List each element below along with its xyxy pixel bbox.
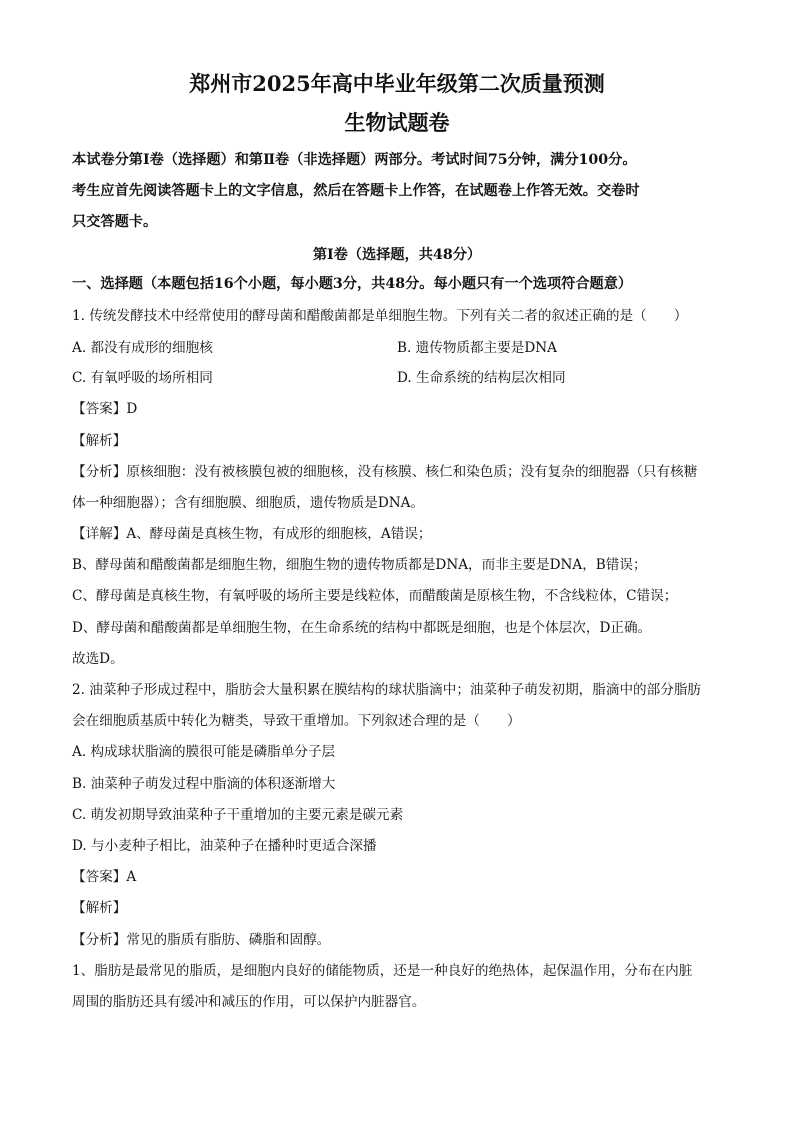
q1-answer: 【答案】D — [72, 401, 138, 417]
section-title: 第Ⅰ卷（选择题，共48分） — [312, 247, 482, 263]
q1-conclusion: 故选D。 — [72, 651, 124, 667]
q1-fenxi-line-2: 体一种细胞器）；含有细胞膜、细胞质，遗传物质是DNA。 — [72, 495, 425, 511]
instruction-line-1: 本试卷分第Ⅰ卷（选择题）和第Ⅱ卷（非选择题）两部分。考试时间75分钟，满分100分。 — [72, 152, 637, 168]
q1-xiangjie-line-4: D、酵母菌和醋酸菌都是单细胞生物，在生命系统的结构中都既是细胞，也是个体层次，D正确。 — [72, 620, 652, 636]
q2-option-b: B. 油菜种子萌发过程中脂滴的体积逐渐增大 — [72, 776, 336, 792]
q2-analysis-label: 【解析】 — [72, 900, 127, 916]
q1-xiangjie-line-2: B、酵母菌和醋酸菌都是细胞生物，细胞生物的遗传物质都是DNA，而非主要是DNA，B错误； — [72, 557, 647, 573]
q2-option-c: C. 萌发初期导致油菜种子干重增加的主要元素是碳元素 — [72, 807, 404, 823]
q2-stem-line-1: 2. 油菜种子形成过程中，脂肪会大量积累在膜结构的球状脂滴中；油菜种子萌发初期，脂滴中的部分脂肪 — [72, 682, 702, 698]
q1-analysis-label: 【解析】 — [72, 433, 127, 449]
q2-point-line-2: 周围的脂肪还具有缓冲和减压的作用，可以保护内脏器官。 — [72, 994, 426, 1010]
q2-answer: 【答案】A — [72, 869, 137, 885]
q2-stem-line-2: 会在细胞质基质中转化为糖类，导致干重增加。下列叙述合理的是（ ） — [72, 713, 521, 729]
q1-xiangjie-line-1: 【详解】A、酵母菌是真核生物，有成形的细胞核，A错误； — [72, 526, 432, 542]
q1-option-d: D. 生命系统的结构层次相同 — [397, 370, 566, 386]
instruction-line-2: 考生应首先阅读答题卡上的文字信息，然后在答题卡上作答，在试题卷上作答无效。交卷时 — [72, 183, 640, 199]
section-heading: 一、选择题（本题包括16个小题，每小题3分，共48分。每小题只有一个选项符合题意） — [72, 276, 633, 292]
q2-option-d: D. 与小麦种子相比，油菜种子在播种时更适合深播 — [72, 838, 377, 854]
exam-subtitle: 生物试题卷 — [344, 110, 450, 135]
q1-fenxi-line-1: 【分析】原核细胞：没有被核膜包被的细胞核，没有核膜、核仁和染色质；没有复杂的细胞器（只有核糖 — [72, 464, 698, 480]
q2-fenxi: 【分析】常见的脂质有脂肪、磷脂和固醇。 — [72, 932, 331, 948]
instruction-line-3: 只交答题卡。 — [72, 214, 158, 230]
q2-point-line-1: 1、脂肪是最常见的脂质，是细胞内良好的储能物质，还是一种良好的绝热体，起保温作用，分布在内脏 — [72, 963, 693, 979]
q1-option-c: C. 有氧呼吸的场所相同 — [72, 370, 213, 386]
q2-option-a: A. 构成球状脂滴的膜很可能是磷脂单分子层 — [72, 744, 336, 760]
q1-stem: 1. 传统发酵技术中经常使用的酵母菌和醋酸菌都是单细胞生物。下列有关二者的叙述正确的是（ ） — [72, 308, 688, 324]
q1-option-a: A. 都没有成形的细胞核 — [72, 340, 213, 356]
q1-xiangjie-line-3: C、酵母菌是真核生物，有氧呼吸的场所主要是线粒体，而醋酸菌是原核生物，不含线粒体，C错误； — [72, 588, 678, 604]
exam-title: 郑州市2025年高中毕业年级第二次质量预测 — [189, 71, 605, 96]
q1-option-b: B. 遗传物质都主要是DNA — [397, 340, 557, 356]
